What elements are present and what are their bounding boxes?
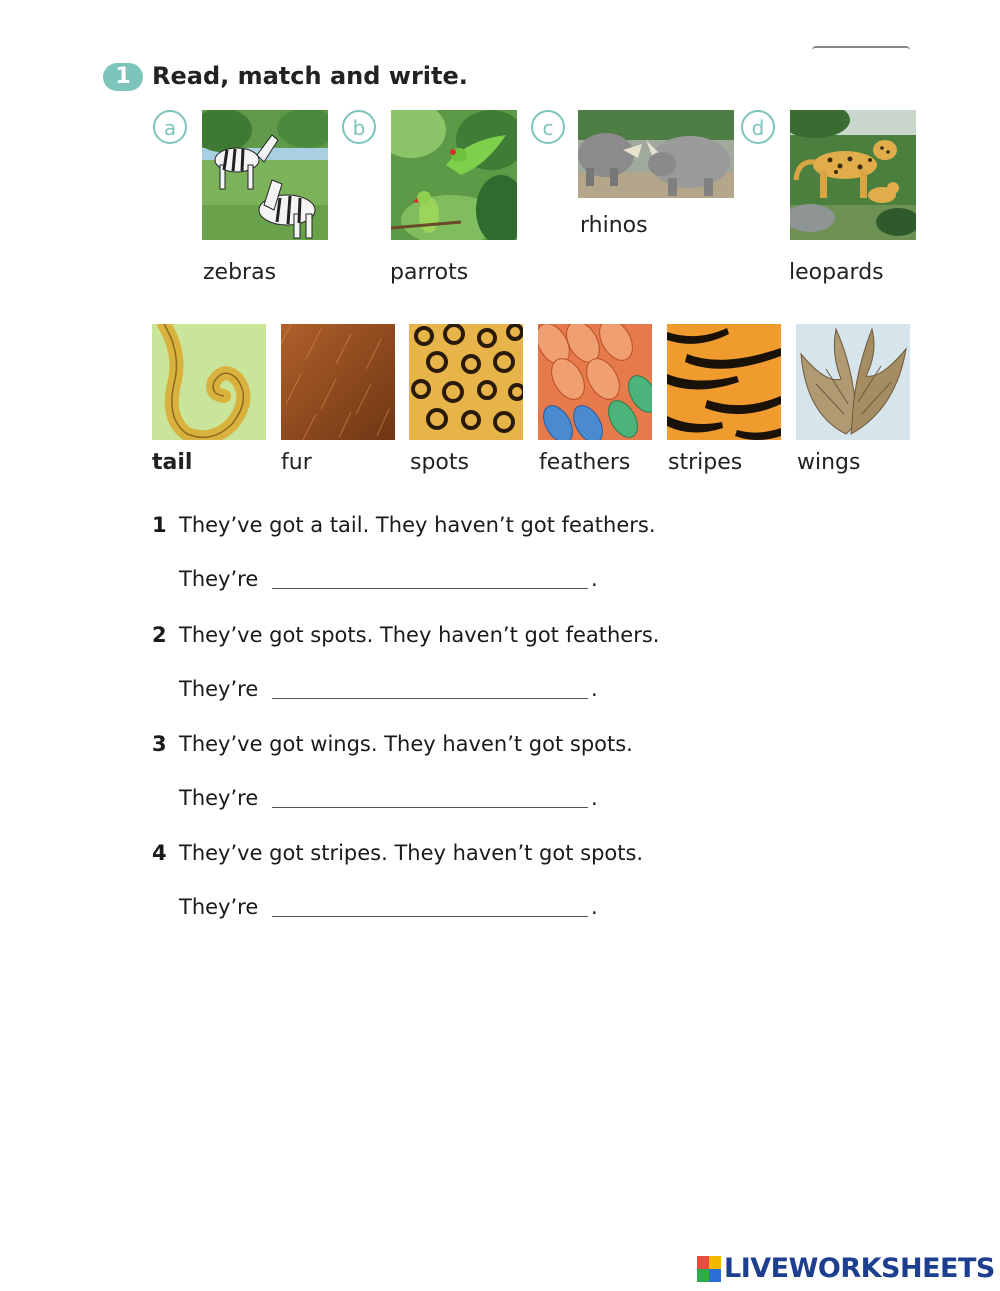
- question-text: They’ve got wings. They haven’t got spots.: [179, 732, 633, 756]
- fur-picture: [281, 324, 395, 440]
- parrots-picture: [391, 110, 517, 240]
- question-number: 2: [152, 623, 167, 647]
- letter-a-badge: a: [153, 110, 187, 144]
- letter-d-badge: d: [741, 110, 775, 144]
- answer-line: [272, 698, 588, 699]
- letter-c-badge: c: [531, 110, 565, 144]
- question-number: 4: [152, 841, 167, 865]
- answer-line: [272, 588, 588, 589]
- page-corner-mark: [812, 46, 910, 56]
- answer-line: [272, 807, 588, 808]
- feature-label-feathers: feathers: [539, 450, 631, 475]
- answer-label: They’re: [179, 677, 259, 701]
- animal-name-zebras: zebras: [203, 260, 277, 285]
- answer-period: .: [591, 895, 598, 919]
- rhinos-picture: [578, 110, 734, 198]
- letter-b-badge: b: [342, 110, 376, 144]
- zebras-picture: [202, 110, 328, 240]
- answer-period: .: [591, 677, 598, 701]
- feature-label-wings: wings: [797, 450, 861, 475]
- answer-period: .: [591, 567, 598, 591]
- wings-picture: [796, 324, 910, 440]
- feature-label-stripes: stripes: [668, 450, 743, 475]
- question-text: They’ve got spots. They haven’t got feathers.: [179, 623, 660, 647]
- animal-name-parrots: parrots: [390, 260, 469, 285]
- animal-name-leopards: leopards: [789, 260, 884, 285]
- feathers-picture: [538, 324, 652, 440]
- feature-label-tail: tail: [152, 450, 193, 475]
- answer-label: They’re: [179, 786, 259, 810]
- feature-label-spots: spots: [410, 450, 469, 475]
- answer-label: They’re: [179, 567, 259, 591]
- answer-label: They’re: [179, 895, 259, 919]
- answer-period: .: [591, 786, 598, 810]
- question-number: 3: [152, 732, 167, 756]
- question-text: They’ve got a tail. They haven’t got feathers.: [179, 513, 656, 537]
- liveworksheets-logo: [697, 1253, 995, 1284]
- exercise-title: Read, match and write.: [152, 62, 468, 90]
- leopards-picture: [790, 110, 916, 240]
- answer-line: [272, 916, 588, 917]
- exercise-number-badge: 1: [103, 63, 143, 91]
- tail-picture: [152, 324, 266, 440]
- stripes-picture: [667, 324, 781, 440]
- liveworksheets-icon: [697, 1256, 721, 1282]
- spots-picture: [409, 324, 523, 440]
- feature-label-fur: fur: [281, 450, 312, 475]
- brand-name: LIVEWORKSHEETS: [724, 1253, 995, 1284]
- animal-name-rhinos: rhinos: [580, 213, 648, 238]
- question-number: 1: [152, 513, 167, 537]
- question-text: They’ve got stripes. They haven’t got spots.: [179, 841, 644, 865]
